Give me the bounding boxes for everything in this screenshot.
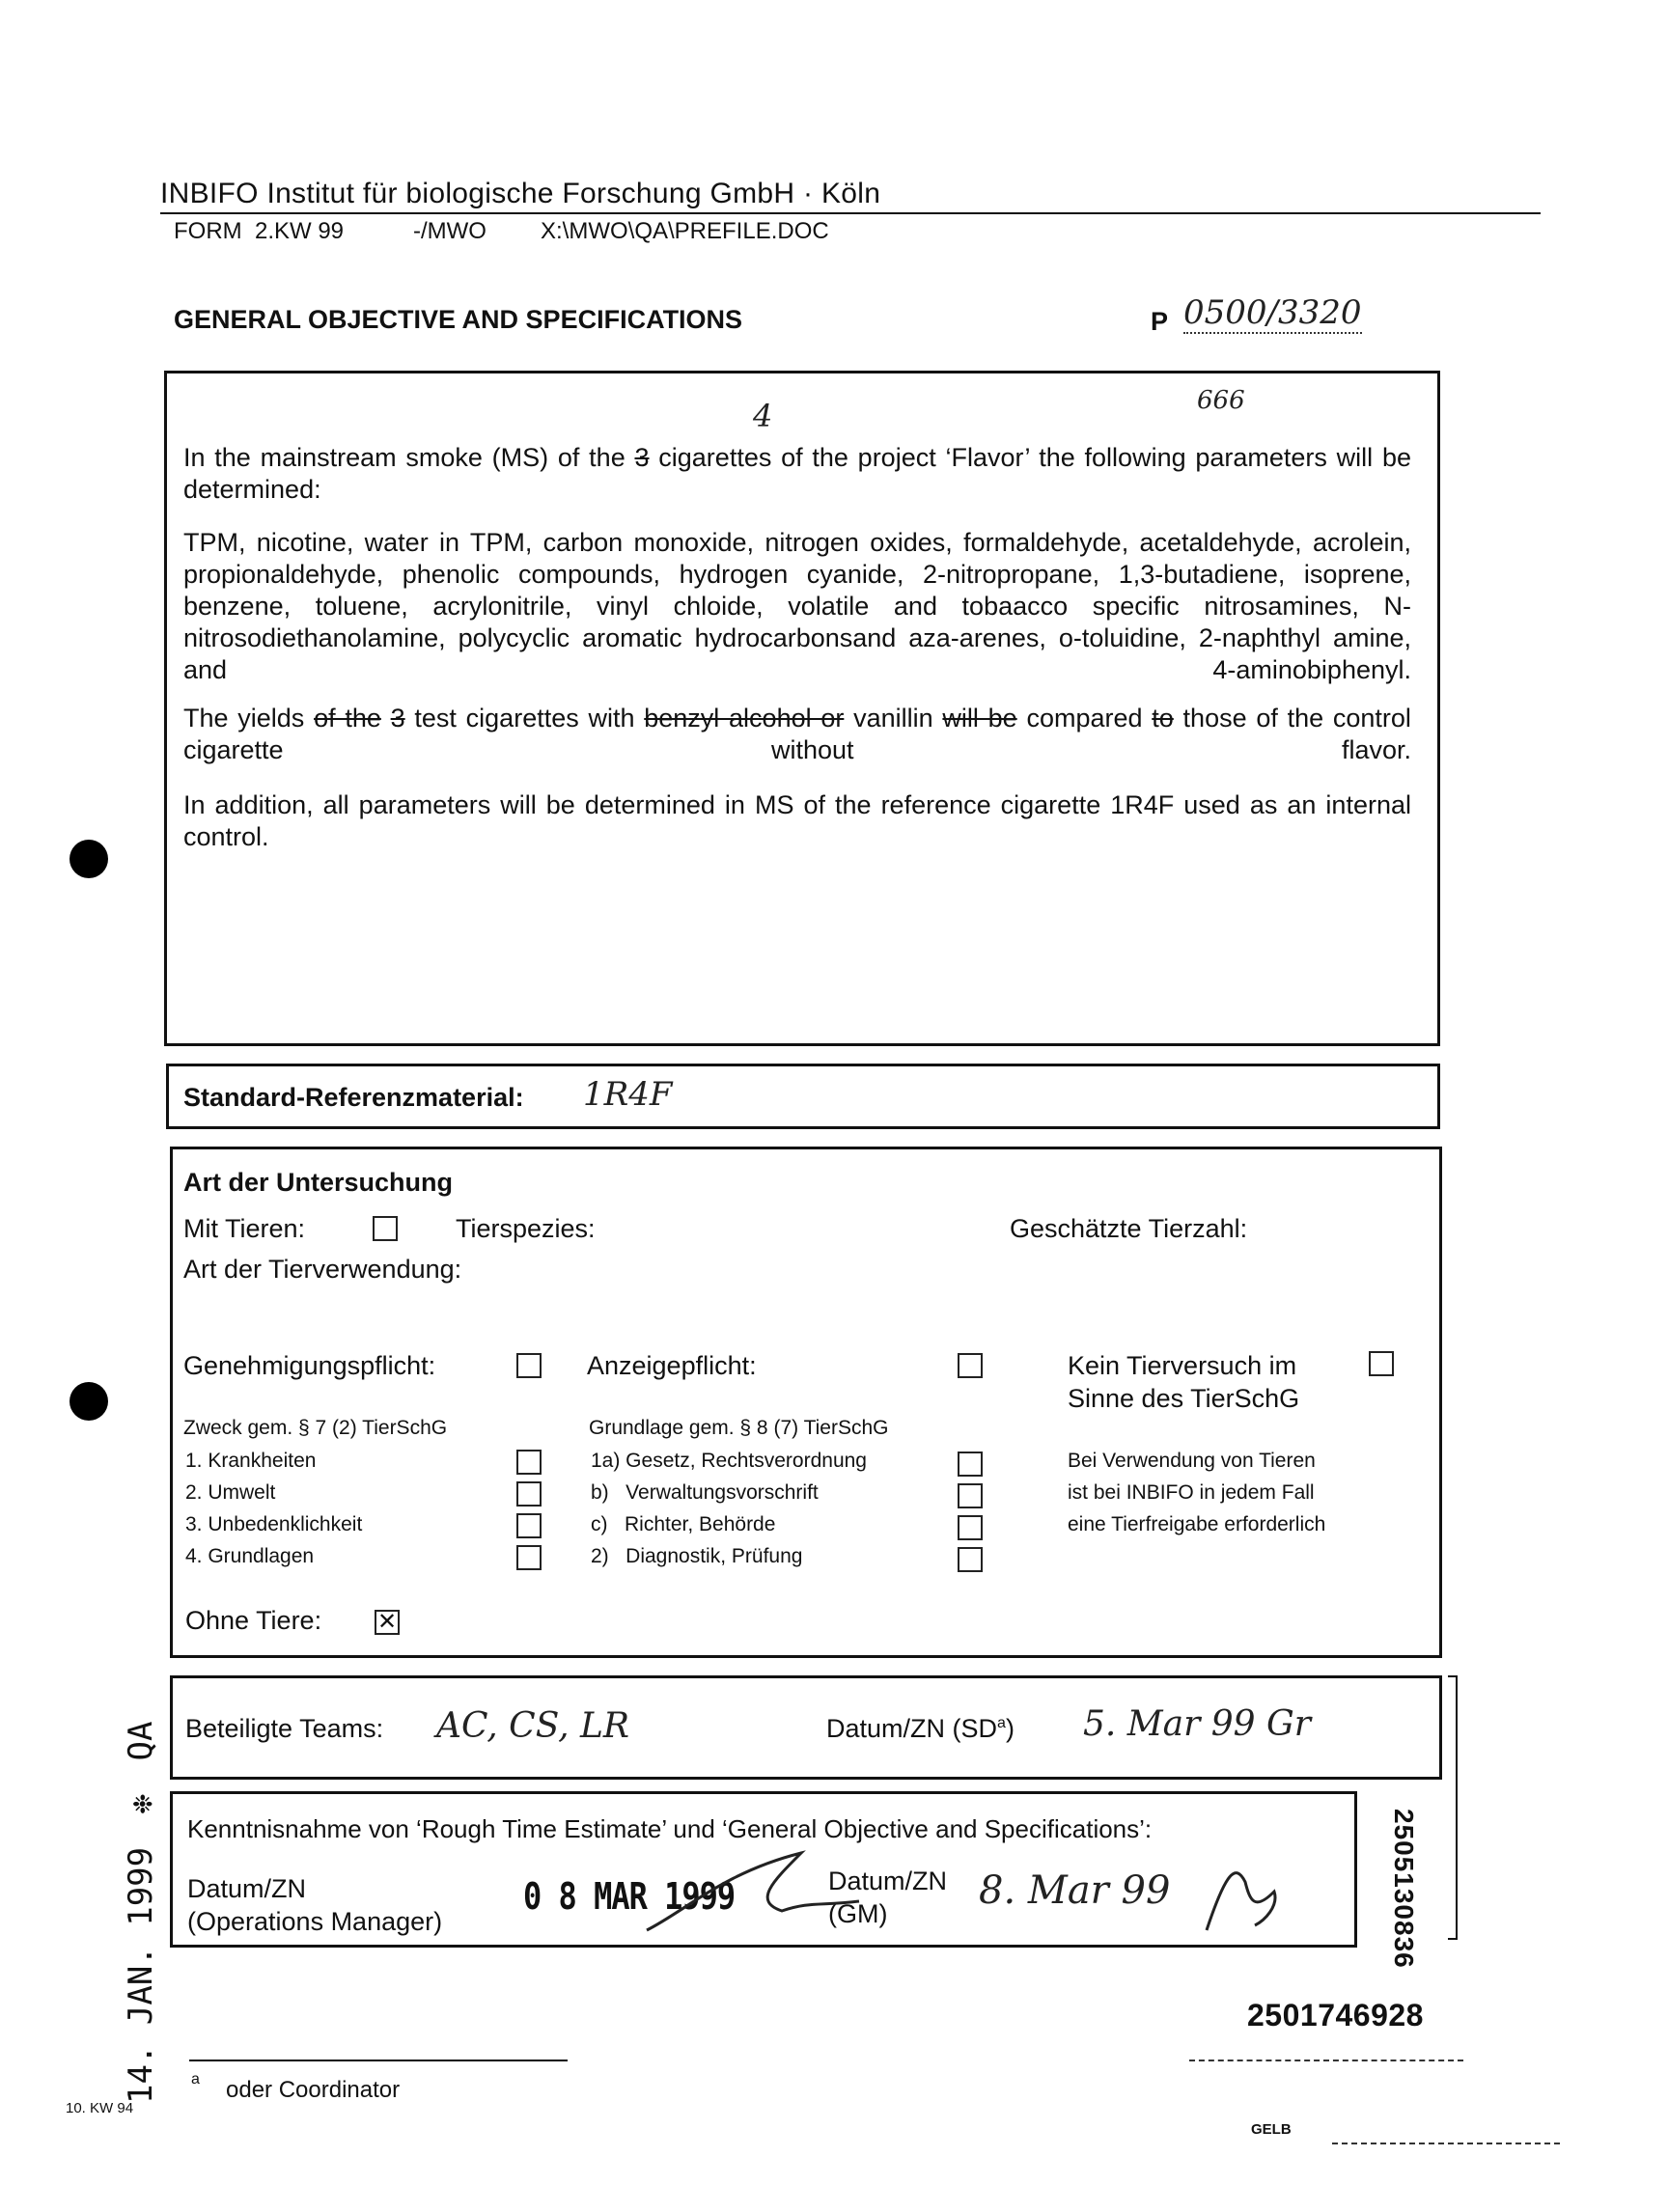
handwritten-666: 666: [1197, 386, 1245, 415]
header-rule: [160, 212, 1541, 214]
kenntnisnahme-text: Kenntnisnahme von ‘Rough Time Estimate’ und ‘General Objective and Specifications’:: [187, 1814, 1153, 1843]
stamp-sign-icon: ❉: [122, 1793, 160, 1814]
note-line-2: ist bei INBIFO in jedem Fall: [1068, 1481, 1315, 1504]
gelb-label: GELB: [1251, 2121, 1292, 2138]
art-heading: Art der Untersuchung: [183, 1168, 454, 1197]
teams-datum-label: [826, 1714, 1015, 1744]
zweck-item-4: 4. Grundlagen: [185, 1545, 315, 1567]
p3-struck-3: benzyl alcohol or: [644, 704, 845, 733]
zweck-item-3: 3. Unbedenklichkeit: [185, 1513, 363, 1535]
anzeige-label: Anzeigepflicht:: [587, 1351, 757, 1380]
grundlage-checkbox-3[interactable]: [958, 1515, 983, 1540]
project-prefix: P: [1151, 307, 1169, 336]
p3-struck-5: to: [1152, 704, 1174, 733]
ohne-tiere-label: Ohne Tiere:: [185, 1606, 322, 1635]
right-datum-label: Datum/ZN: [828, 1866, 948, 1895]
form-code: FORM 2.KW 99: [174, 218, 345, 244]
stamp-date: 14. JAN. 1999: [122, 1846, 160, 2104]
mit-tieren-checkbox[interactable]: [373, 1216, 398, 1241]
standard-reference-label: Standard-Referenzmaterial:: [183, 1083, 524, 1112]
author-code: -/MWO: [413, 218, 486, 244]
kein-tierversuch-label-1: Kein Tierversuch im: [1068, 1351, 1297, 1380]
zweck-checkbox-1[interactable]: [516, 1450, 542, 1475]
kein-tierversuch-checkbox[interactable]: [1369, 1351, 1394, 1376]
teams-datum-close: ): [1005, 1714, 1015, 1743]
signature-scribble: [627, 1834, 898, 1949]
note-line-1: Bei Verwendung von Tieren: [1068, 1450, 1316, 1472]
footnote-text: oder Coordinator: [226, 2077, 401, 2103]
anzeige-checkbox[interactable]: [958, 1353, 983, 1378]
bottom-dash-line: [1189, 2060, 1463, 2061]
genehmigung-checkbox[interactable]: [516, 1353, 542, 1378]
grundlage-item-1: 1a) Gesetz, Rechtsverordnung: [591, 1450, 867, 1472]
initials-scribble: [1197, 1853, 1293, 1940]
p3-c: vanillin: [853, 704, 933, 733]
institute-name: INBIFO Institut für biologische Forschung GmbH · Köln: [160, 178, 881, 209]
teams-value: AC, CS, LR: [436, 1706, 629, 1746]
footnote-marker: a: [191, 2071, 200, 2088]
punch-hole-top: [70, 840, 108, 878]
form-footer-code: 10. KW 94: [66, 2100, 134, 2116]
p3-struck-4: will be: [942, 704, 1017, 733]
gelb-dash-line: [1332, 2143, 1560, 2144]
grundlage-item-4: 2) Diagnostik, Prüfung: [591, 1545, 803, 1567]
grundlage-heading: Grundlage gem. § 8 (7) TierSchG: [589, 1417, 889, 1439]
p1-start: In the mainstream smoke (MS) of the: [183, 443, 626, 472]
grundlage-checkbox-2[interactable]: [958, 1483, 983, 1508]
tierspezies-label: Tierspezies:: [456, 1214, 596, 1243]
p3-a: The yields: [183, 704, 305, 733]
p1-struck-number: 3: [634, 443, 650, 472]
grundlage-checkbox-4[interactable]: [958, 1547, 983, 1572]
document-number: 2501746928: [1247, 1998, 1424, 2032]
received-stamp: [122, 1721, 160, 2104]
page-title: GENERAL OBJECTIVE AND SPECIFICATIONS: [174, 305, 743, 334]
p3-e: those of the control cigarette without flavor.: [183, 704, 1411, 764]
teams-datum-value: 5. Mar 99 Gr: [1083, 1704, 1311, 1744]
zweck-heading: Zweck gem. § 7 (2) TierSchG: [183, 1417, 448, 1439]
zweck-item-2: 2. Umwelt: [185, 1481, 276, 1504]
p1-end: cigarettes of the project ‘Flavor’ the following parameters will be determined:: [183, 443, 1411, 504]
handwritten-number-4: 4: [753, 398, 773, 434]
zweck-checkbox-2[interactable]: [516, 1481, 542, 1507]
tierzahl-label: Geschätzte Tierzahl:: [1010, 1214, 1248, 1243]
grundlage-item-3: c) Richter, Behörde: [591, 1513, 776, 1535]
objective-paragraph-3: [183, 703, 1411, 798]
file-path: X:\MWO\QA\PREFILE.DOC: [541, 218, 829, 244]
standard-reference-value: 1R4F: [583, 1075, 673, 1114]
zweck-item-1: 1. Krankheiten: [185, 1450, 317, 1472]
p3-struck-2: 3: [390, 704, 405, 733]
mit-tieren-label: Mit Tieren:: [183, 1214, 306, 1243]
right-bracket: [1448, 1675, 1458, 1940]
vertical-doc-number: 2505130836: [1389, 1809, 1419, 1969]
p3-struck-1: of the: [314, 704, 381, 733]
teams-label: Beteiligte Teams:: [185, 1714, 384, 1743]
teams-datum-text: Datum/ZN (SD: [826, 1714, 998, 1743]
tierverwendung-label: Art der Tierverwendung:: [183, 1255, 462, 1284]
p3-b: test cigarettes with: [414, 704, 635, 733]
grundlage-checkbox-1[interactable]: [958, 1452, 983, 1477]
objective-paragraph-4: In addition, all parameters will be determined in MS of the reference cigarette 1R4F used as an internal control.: [183, 790, 1411, 851]
zweck-checkbox-4[interactable]: [516, 1545, 542, 1570]
zweck-checkbox-3[interactable]: [516, 1513, 542, 1538]
p3-d: compared: [1026, 704, 1143, 733]
genehmigung-label: Genehmigungspflicht:: [183, 1351, 436, 1380]
footnote-rule: [189, 2060, 568, 2061]
punch-hole-bottom: [70, 1382, 108, 1421]
left-datum-label: Datum/ZN: [187, 1874, 307, 1903]
teams-datum-sup: a: [997, 1715, 1006, 1731]
project-number: 0500/3320: [1183, 293, 1362, 332]
note-line-3: eine Tierfreigabe erforderlich: [1068, 1513, 1326, 1535]
date-stamp: 0 8 MAR 1999: [523, 1874, 736, 1919]
gm-date-value: 8. Mar 99: [979, 1868, 1171, 1913]
objective-paragraph-1: [183, 442, 1411, 538]
kein-tierversuch-label-2: Sinne des TierSchG: [1068, 1384, 1300, 1413]
ohne-tiere-checkbox[interactable]: ✕: [375, 1610, 400, 1635]
operations-manager-label: (Operations Manager): [187, 1907, 443, 1936]
grundlage-item-2: b) Verwaltungsvorschrift: [591, 1481, 819, 1504]
objective-paragraph-2: TPM, nicotine, water in TPM, carbon monoxide, nitrogen oxides, formaldehyde, acetaldehyde, acrolein, propionaldehyde, phenolic compounds, hydrogen cyanide, 2-nitropropane, 1,3-butadiene, isoprene, benzene, toluene, acrylonitrile, vinyl chloide, volatile and tobaacco specific nitrosamines, N-nitrosodiethanolamine, polycyclic aromatic hydrocarbonsand aza-arenes, o-toluidine, 2-naphthyl amine, and 4-aminobiphenyl.: [183, 528, 1411, 684]
stamp-qa: QA: [122, 1721, 160, 1761]
gm-label: (GM): [828, 1899, 888, 1928]
